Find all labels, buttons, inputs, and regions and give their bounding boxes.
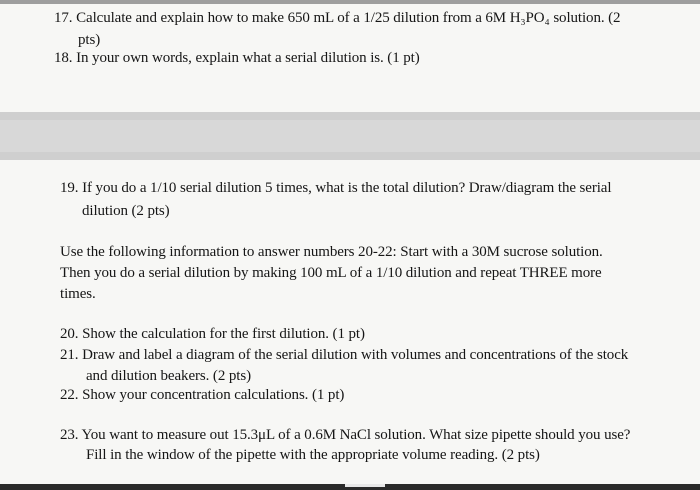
question-19-line-2: dilution (2 pts) <box>82 203 170 219</box>
info-line-2: Then you do a serial dilution by making 100 mL of a 1/10 dilution and repeat THREE more <box>60 265 602 281</box>
question-20-line-1: 20. Show the calculation for the first dilution. (1 pt) <box>60 326 365 342</box>
question-22-line-1: 22. Show your concentration calculations. (1 pt) <box>60 387 345 403</box>
info-line-1: Use the following information to answer numbers 20-22: Start with a 30M sucrose solution. <box>60 244 603 260</box>
question-17-line-2: pts) <box>78 32 101 48</box>
question-17-line-1: 17. Calculate and explain how to make 650 mL of a 1/25 dilution from a 6M H₃PO₄ solution. (2 <box>54 10 621 26</box>
question-23-line-1: 23. You want to measure out 15.3μL of a 0.6M NaCl solution. What size pipette should you use? <box>60 427 631 443</box>
question-19-line-1: 19. If you do a 1/10 serial dilution 5 times, what is the total dilution? Draw/diagram the serial <box>60 180 612 196</box>
info-line-3: times. <box>60 286 96 302</box>
page-break-inner <box>0 120 700 152</box>
bottom-edge-mark <box>345 484 385 487</box>
top-edge <box>0 0 700 4</box>
question-21-line-1: 21. Draw and label a diagram of the serial dilution with volumes and concentrations of the stock <box>60 347 629 363</box>
question-18-line-1: 18. In your own words, explain what a serial dilution is. (1 pt) <box>54 50 420 66</box>
bottom-edge <box>0 484 700 490</box>
page-break-band <box>0 112 700 160</box>
question-21-line-2: and dilution beakers. (2 pts) <box>86 368 251 384</box>
question-23-line-2: Fill in the window of the pipette with the appropriate volume reading. (2 pts) <box>86 447 540 463</box>
